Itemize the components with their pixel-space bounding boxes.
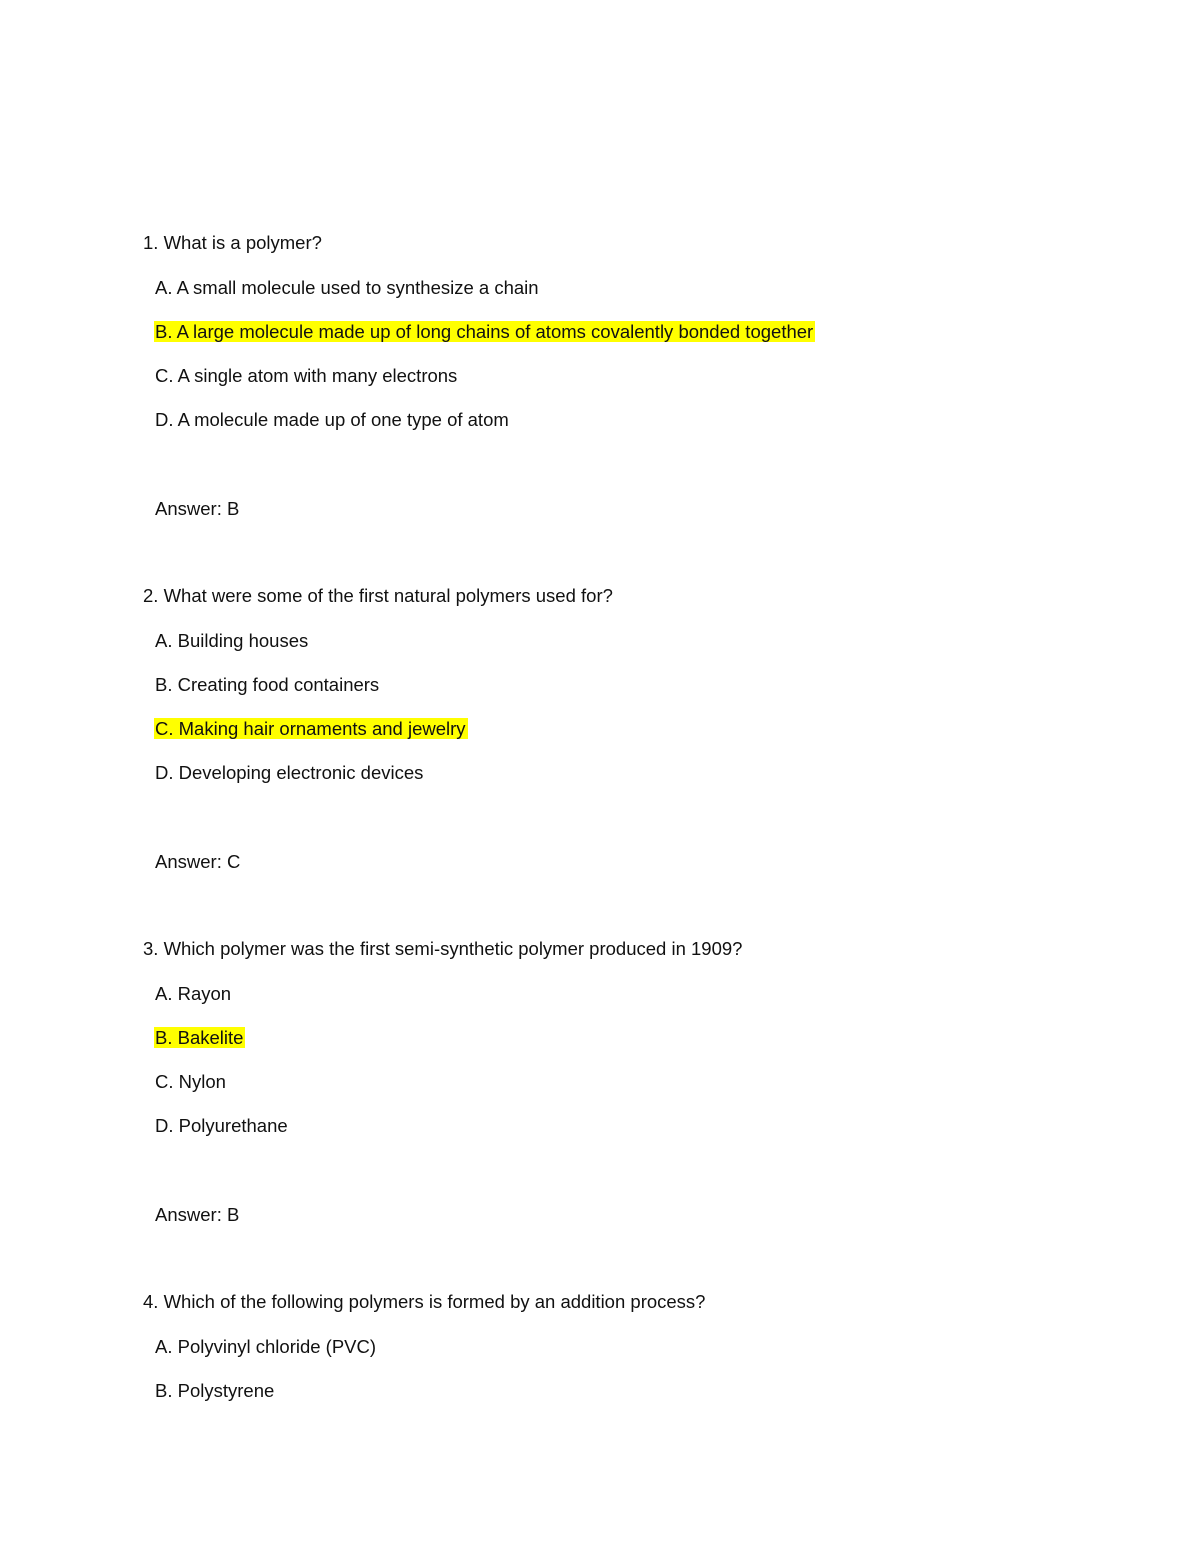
question-2-answer: Answer: C xyxy=(155,851,241,872)
question-1-option-a xyxy=(155,276,539,300)
question-3-option-b xyxy=(155,1026,245,1050)
option-text: B. Creating food containers xyxy=(155,674,380,695)
question-4: 4. Which of the following polymers is formed by an addition process? xyxy=(143,1291,706,1312)
option-text: D. Developing electronic devices xyxy=(155,762,424,783)
option-text: A. A small molecule used to synthesize a chain xyxy=(155,277,539,298)
question-3-option-c xyxy=(155,1070,226,1094)
option-text: D. A molecule made up of one type of atom xyxy=(155,409,509,430)
question-2-option-d xyxy=(155,761,423,785)
highlighted-option-text: B. A large molecule made up of long chains of atoms covalently bonded together xyxy=(155,321,814,342)
question-2: 2. What were some of the first natural polymers used for? xyxy=(143,585,613,606)
highlighted-option-text: B. Bakelite xyxy=(155,1027,244,1048)
option-text: C. A single atom with many electrons xyxy=(155,365,458,386)
question-4-option-a xyxy=(155,1335,376,1359)
question-1-option-d xyxy=(155,408,509,432)
question-4-option-b xyxy=(155,1379,274,1403)
option-text: A. Polyvinyl chloride (PVC) xyxy=(155,1336,377,1357)
option-text: C. Nylon xyxy=(155,1071,226,1092)
question-2-option-b xyxy=(155,673,379,697)
question-2-option-a xyxy=(155,629,308,653)
question-1: 1. What is a polymer? xyxy=(143,232,322,253)
question-3-option-d xyxy=(155,1114,288,1138)
question-1-option-b xyxy=(155,320,815,344)
question-3-answer: Answer: B xyxy=(155,1204,240,1225)
question-1-answer: Answer: B xyxy=(155,498,240,519)
question-2-option-c xyxy=(155,717,468,741)
highlighted-option-text: C. Making hair ornaments and jewelry xyxy=(155,718,466,739)
question-1-option-c xyxy=(155,364,457,388)
option-text: A. Rayon xyxy=(155,983,232,1004)
question-3-option-a xyxy=(155,982,231,1006)
option-text: D. Polyurethane xyxy=(155,1115,288,1136)
option-text: A. Building houses xyxy=(155,630,309,651)
option-text: B. Polystyrene xyxy=(155,1380,275,1401)
question-3: 3. Which polymer was the first semi-synthetic polymer produced in 1909? xyxy=(143,938,743,959)
